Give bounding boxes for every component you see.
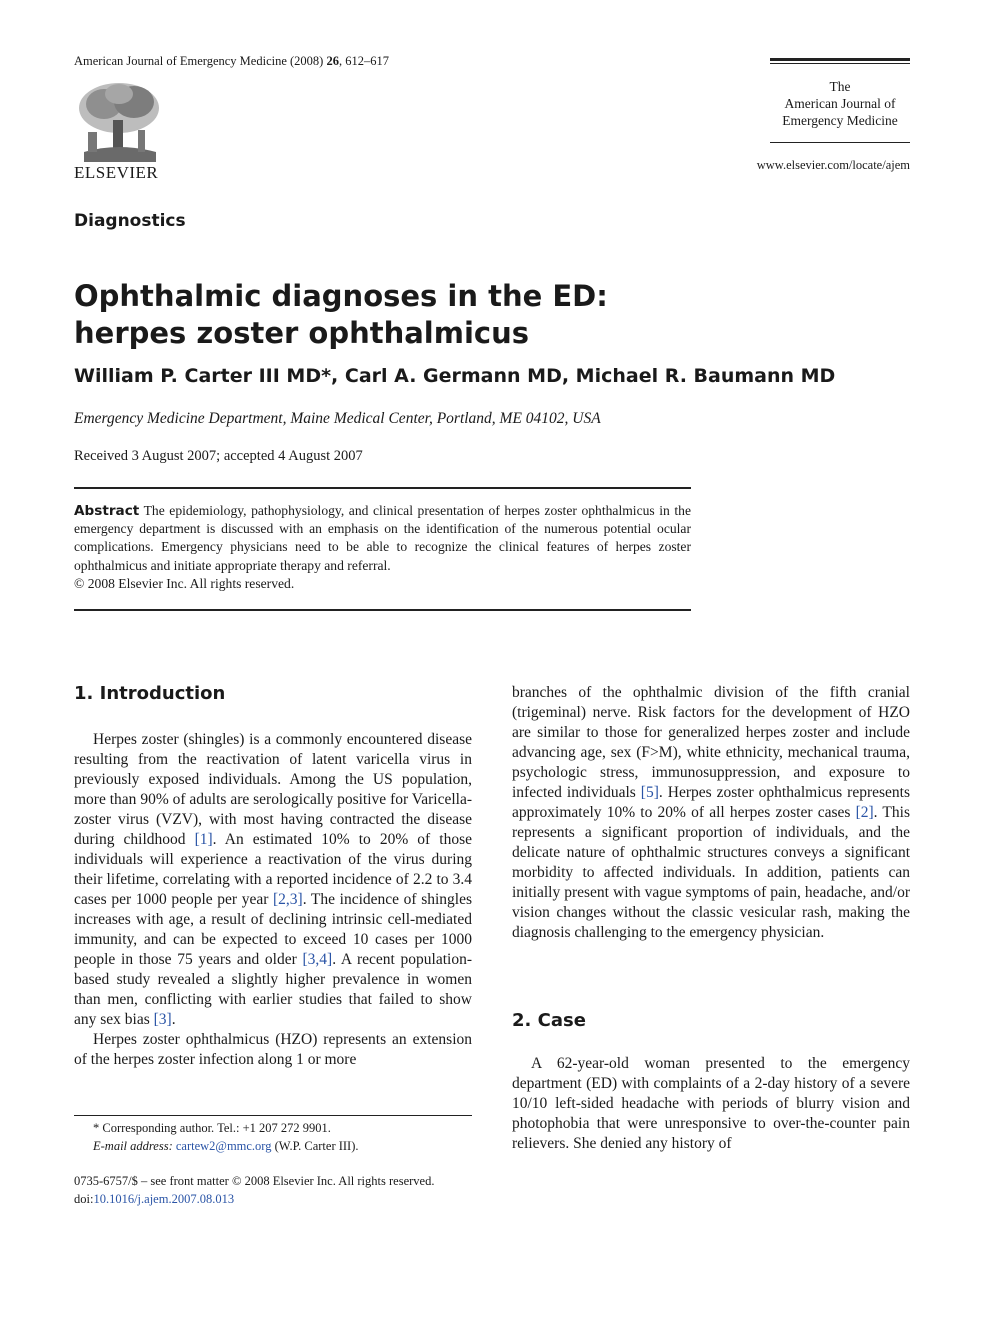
paragraph: Herpes zoster (shingles) is a commonly encountered disease resulting from the reactivation of latent varicella virus in previously exposed individuals. Among the US population, more than 90% of adults are serologically positive for Varicella-zoster virus (VZV), with most having contracted the disease during childhood [1]. An estimated 10% to 20% of those individuals will experience a reactivation of the virus during their lifetime, correlating with a reported incidence of 2.2 to 3.4 cases per 1000 people per year [2,3]. The incidence of shingles increases with age, a result of declining intrinsic cell-mediated immunity, and can be expected to exceed 10 cases per 1000 people in those 75 years and older [3,4]. A recent population-based study revealed a slightly higher prevalence in women than men, conflicting with earlier studies that failed to show any sex bias [3]. bbox=[74, 731, 472, 1028]
abstract-rule-bottom bbox=[74, 609, 691, 611]
journal-name: The American Journal of Emergency Medicine bbox=[782, 79, 898, 128]
email-line: E-mail address: cartew2@mmc.org (W.P. Carter III). bbox=[93, 1139, 359, 1153]
issn-line: 0735-6757/$ – see front matter © 2008 Elsevier Inc. All rights reserved. bbox=[74, 1174, 435, 1188]
author-list: William P. Carter III MD*, Carl A. Germann MD, Michael R. Baumann MD bbox=[74, 365, 836, 387]
doi-line: doi:10.1016/j.ajem.2007.08.013 bbox=[74, 1192, 235, 1206]
journal-logo-rule-thin bbox=[770, 63, 910, 64]
publisher-wordmark: ELSEVIER bbox=[74, 163, 159, 182]
journal-logo bbox=[770, 58, 910, 158]
journal-citation: American Journal of Emergency Medicine (2008) 26, 612–617 bbox=[74, 54, 389, 68]
affiliation: Emergency Medicine Department, Maine Medical Center, Portland, ME 04102, USA bbox=[74, 410, 601, 427]
section-heading-introduction: 1. Introduction bbox=[74, 683, 226, 704]
abstract-label: Abstract bbox=[74, 503, 140, 519]
citation-link[interactable]: [2] bbox=[855, 804, 874, 821]
received-dates: Received 3 August 2007; accepted 4 August 2007 bbox=[74, 448, 363, 464]
doi-link[interactable]: 10.1016/j.ajem.2007.08.013 bbox=[93, 1192, 235, 1206]
section-label: Diagnostics bbox=[74, 211, 186, 231]
paragraph: A 62-year-old woman presented to the emergency department (ED) with complaints of a 2-day history of a severe 10/10 left-sided headache with periods of blurry vision and photophobia that were unresponsive to over-the-counter pain relievers. She denied any history of bbox=[512, 1055, 910, 1152]
paragraph: Herpes zoster ophthalmicus (HZO) represents an extension of the herpes zoster infection along 1 or more bbox=[74, 1031, 472, 1068]
right-column bbox=[512, 683, 910, 943]
elsevier-logo bbox=[74, 80, 164, 183]
section-heading-case: 2. Case bbox=[512, 1010, 586, 1031]
abstract-rule-top bbox=[74, 487, 691, 489]
corresponding-author: * Corresponding author. Tel.: +1 207 272 9901. bbox=[93, 1121, 331, 1135]
journal-logo-rule-bottom bbox=[770, 142, 910, 143]
citation-link[interactable]: [5] bbox=[640, 784, 659, 801]
citation-link[interactable]: [3,4] bbox=[302, 951, 333, 968]
citation-link[interactable]: [1] bbox=[194, 831, 213, 848]
left-column bbox=[74, 730, 472, 1070]
citation-link[interactable]: [2,3] bbox=[273, 891, 303, 908]
paragraph: branches of the ophthalmic division of the fifth cranial (trigeminal) nerve. Risk factors for the development of HZO are similar to those for generalized herpes zoster and include advancing age, sex (F>M), white ethnicity, mechanical trauma, psychologic stress, immunosuppression, and exposure to infected individuals [5]. Herpes zoster ophthalmicus represents approximately 10% to 20% of all herpes zoster cases [2]. This represents a significant proportion of individuals, and the delicate nature of ophthalmic structures conveys a significant morbidity to affected individuals. In addition, patients can initially present with vague symptoms of pain, headache, and/or vision changes without the classic vesicular rash, making the diagnosis challenging to the emergency physician. bbox=[512, 684, 910, 941]
case-column bbox=[512, 1054, 910, 1154]
journal-url[interactable]: www.elsevier.com/locate/ajem bbox=[756, 158, 910, 172]
footnote bbox=[93, 1119, 473, 1155]
article-title: Ophthalmic diagnoses in the ED: herpes zoster ophthalmicus bbox=[74, 279, 608, 350]
front-matter bbox=[74, 1172, 474, 1208]
tree-icon bbox=[74, 80, 164, 162]
citation-link[interactable]: [3] bbox=[153, 1011, 172, 1028]
footnote-rule bbox=[74, 1115, 472, 1116]
email-link[interactable]: cartew2@mmc.org bbox=[175, 1139, 272, 1153]
copyright: © 2008 Elsevier Inc. All rights reserved. bbox=[74, 575, 295, 591]
abstract-text: The epidemiology, pathophysiology, and clinical presentation of herpes zoster ophthalmicus in the emergency department is discussed with an emphasis on the identification of the numerous potential ocular complications. Emergency physicians need to be able to recognize the clinical features of herpes zoster ophthalmicus and initiate appropriate therapy and referral. bbox=[74, 503, 691, 573]
journal-logo-rule-top bbox=[770, 58, 910, 61]
abstract bbox=[74, 502, 691, 593]
